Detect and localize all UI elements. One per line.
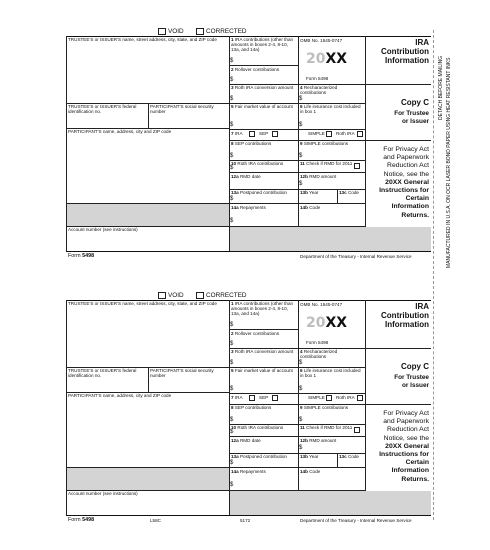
copy-for-2: For Trustee or Issuer	[394, 374, 429, 389]
box14a-label: 14a Repayments	[231, 205, 266, 210]
box2-label-2: 2 Rollover contributions	[231, 331, 280, 336]
box7-sep-label-2: SEP	[259, 395, 269, 400]
box13a-label-2: 13a Postponed contribution	[231, 454, 287, 459]
footer-code: L58C	[150, 518, 161, 523]
box7-simple-label-2: SIMPLE	[308, 395, 325, 400]
account-label-2: Account number (see instructions)	[68, 491, 138, 496]
footer-department-2: Department of the Treasury - Internal Revenue Service	[300, 518, 412, 523]
box7-simple-checkbox-2[interactable]	[326, 395, 332, 401]
box11-checkbox[interactable]	[354, 163, 360, 169]
box5-label-2: 5 Fair market value of account	[231, 368, 293, 373]
trustee-id-label-2: TRUSTEE'S or ISSUER'S federal identification no.	[68, 368, 137, 379]
box7-ira-checkbox-2[interactable]	[249, 395, 255, 401]
box10-label: 10 Roth IRA contributions	[231, 161, 284, 166]
box4-label-2: 4 Recharacterized contributions	[300, 349, 338, 360]
tax-year-2: 20XX	[306, 315, 348, 331]
box14b-label: 14b Code	[300, 205, 321, 210]
side-manufactured-text: MANUFACTURED IN U.S.A. ON OCR LASER BOND PAPER USING HEAT RESISTANT INKS	[446, 57, 452, 268]
omb-number: OMB No. 1545-0747	[300, 38, 343, 43]
box7-roth-label-2: Roth IRA	[336, 395, 355, 400]
box12a-label: 12a RMD date	[231, 174, 261, 179]
box7-sep-checkbox[interactable]	[272, 131, 278, 137]
box7-roth-label: Roth IRA	[336, 131, 355, 136]
form-number-omb-2: Form 5498	[306, 340, 329, 345]
box1-label-2: 1 IRA contributions (other than amounts in boxes 2-4, 8-10, 13a, and 14a)	[231, 301, 294, 317]
trustee-name-label: TRUSTEE'S or ISSUER'S name, street address, city, state, and ZIP code	[68, 37, 217, 42]
privacy-notice-2: For Privacy Act and Paperwork Reduction Act Notice, see the 20XX General Instructions for Certain Information Returns.	[379, 410, 429, 483]
box12b-label-2: 12b RMD amount	[300, 438, 337, 443]
box13c-label-2: 13c Code	[339, 454, 359, 459]
copy-label-2: Copy C	[401, 362, 429, 371]
form-title-2: IRA Contribution Information	[381, 302, 429, 329]
side-detach-text: DETACH BEFORE MAILING	[438, 55, 444, 120]
trustee-id-label: TRUSTEE'S or ISSUER'S federal identification no.	[68, 104, 137, 115]
participant-ssn-label: PARTICIPANT'S social security number	[150, 104, 214, 115]
box7-roth-checkbox-2[interactable]	[357, 395, 363, 401]
box13b-label: 13b Year	[300, 190, 319, 195]
perforation-line	[433, 30, 434, 520]
box11-label-2: 11 Check if RMD for 2011	[300, 425, 353, 430]
box1-label: 1 IRA contributions (other than amounts in boxes 2-4, 8-10, 13a, and 14a)	[231, 37, 294, 53]
footer-form-number-2: Form 5498	[68, 517, 95, 523]
footer-form-number: Form 5498	[68, 253, 95, 259]
box3-label: 3 Roth IRA conversion amount	[231, 85, 294, 90]
form-title: IRA Contribution Information	[381, 38, 429, 65]
box4-label: 4 Recharacterized contributions	[300, 85, 338, 96]
corrected-label: CORRECTED	[206, 28, 247, 35]
box7-label-2: 7 IRA	[231, 395, 243, 400]
corrected-label-2: CORRECTED	[206, 292, 247, 299]
box13c-label: 13c Code	[339, 190, 359, 195]
box5-label: 5 Fair market value of account	[231, 104, 293, 109]
copy-label: Copy C	[401, 98, 429, 107]
box9-label-2: 9 SIMPLE contributions	[300, 405, 349, 410]
box9-label: 9 SIMPLE contributions	[300, 141, 349, 146]
box10-label-2: 10 Roth IRA contributions	[231, 425, 284, 430]
box7-simple-checkbox[interactable]	[326, 131, 332, 137]
box3-label-2: 3 Roth IRA conversion amount	[231, 349, 294, 354]
footer-department: Department of the Treasury - Internal Revenue Service	[300, 254, 412, 259]
box7-label: 7 IRA	[231, 131, 243, 136]
void-checkbox[interactable]	[158, 28, 166, 35]
account-label: Account number (see instructions)	[68, 227, 138, 232]
box14b-label-2: 14b Code	[300, 469, 321, 474]
box8-label: 8 SEP contributions	[231, 141, 272, 146]
box2-label: 2 Rollover contributions	[231, 67, 280, 72]
box12b-label: 12b RMD amount	[300, 174, 337, 179]
box7-roth-checkbox[interactable]	[357, 131, 363, 137]
box7-sep-checkbox-2[interactable]	[272, 395, 278, 401]
void-label-2: VOID	[168, 292, 184, 299]
corrected-checkbox-2[interactable]	[196, 292, 204, 299]
trustee-name-label-2: TRUSTEE'S or ISSUER'S name, street address, city, state, and ZIP code	[68, 301, 217, 306]
form-copy-top: VOID CORRECTED TRUSTEE'S or ISSUER'S name, street address, city, state, and ZIP code TRUSTEE'S or ISSUER'S federal identification no. PARTICIPANT'S social security number PARTICIPANT'S name, address, city and ZIP code Account number (see instructions) 1 IRA contributions (other than amounts in boxes 2-4, 8-10, 13a, and 14a) $ 2 Rollover contributions $ 3 Roth IRA conversion amount $ 4 Recharacterized contributions $ 5 Fair market value of account $ 6 Life insurance cost included in box 1 $ 7 IRA SEP SIMPLE Roth IRA 8 SEP contributions $ 9 SIMPLE contributions $ 10 Roth IRA contributions $ 11 Check if RMD for 2011 12a RMD date 12b RMD amount $ 13a Postponed contribution $ 13b Year 13c Code 14a Repayments $ 14b Code OMB No. 1545-0747 20XX Form 5498 IRA Contribution Information Copy C For Trustee or Issuer For Privacy Act and Paperwork Reduction Act Notice, see the 20XX General Instructions for Certain Information Returns. Form 5498 Department of the Treasury - Internal Revenue Service	[68, 28, 429, 259]
box14a-label-2: 14a Repayments	[231, 469, 266, 474]
box6-label-2: 6 Life insurance cost included in box 1	[300, 368, 361, 379]
omb-number-2: OMB No. 1545-0747	[300, 302, 343, 307]
copy-for: For Trustee or Issuer	[394, 110, 429, 125]
box7-simple-label: SIMPLE	[308, 131, 325, 136]
tax-year: 20XX	[306, 51, 348, 67]
box13a-label: 13a Postponed contribution	[231, 190, 287, 195]
box11-label: 11 Check if RMD for 2011	[300, 161, 353, 166]
box11-checkbox-2[interactable]	[354, 427, 360, 433]
box7-ira-checkbox[interactable]	[249, 131, 255, 137]
box6-label: 6 Life insurance cost included in box 1	[300, 104, 361, 115]
participant-ssn-label-2: PARTICIPANT'S social security number	[150, 368, 214, 379]
box8-label-2: 8 SEP contributions	[231, 405, 272, 410]
void-checkbox-2[interactable]	[158, 292, 166, 299]
form-copy-bottom: VOID CORRECTED TRUSTEE'S or ISSUER'S name, street address, city, state, and ZIP code TRUSTEE'S or ISSUER'S federal identification no. PARTICIPANT'S social security number PARTICIPANT'S name, address, city and ZIP code Account number (see instructions) 1 IRA contributions (other than amounts in boxes 2-4, 8-10, 13a, and 14a) $ 2 Rollover contributions $ 3 Roth IRA conversion amount $ 4 Recharacterized contributions $ 5 Fair market value of account $ 6 Life insurance cost included in box 1 $ 7 IRA SEP SIMPLE Roth IRA 8 SEP contributions $ 9 SIMPLE contributions $ 10 Roth IRA contributions $ 11 Check if RMD for 2011 12a RMD date 12b RMD amount $ 13a Postponed contribution $ 13b Year 13c Code 14a Repayments $ 14b Code OMB No. 1545-0747 20XX Form 5498 IRA Contribution Information Copy C For Trustee or Issuer For Privacy Act and Paperwork Reduction Act Notice, see the 20XX General Instructions for Certain Information Returns. Form 5498 L58C 5172 Department of the Treasury - Internal Revenue Service	[68, 292, 429, 523]
participant-name-label: PARTICIPANT'S name, address, city and ZIP code	[68, 129, 172, 134]
box13b-label-2: 13b Year	[300, 454, 319, 459]
void-label: VOID	[168, 28, 184, 35]
footer-stock: 5172	[240, 518, 251, 523]
box7-sep-label: SEP	[259, 131, 269, 136]
form-number-omb: Form 5498	[306, 76, 329, 81]
participant-name-label-2: PARTICIPANT'S name, address, city and ZIP code	[68, 393, 172, 398]
privacy-notice: For Privacy Act and Paperwork Reduction Act Notice, see the 20XX General Instructions for Certain Information Returns.	[379, 146, 429, 219]
corrected-checkbox[interactable]	[196, 28, 204, 35]
box12a-label-2: 12a RMD date	[231, 438, 261, 443]
